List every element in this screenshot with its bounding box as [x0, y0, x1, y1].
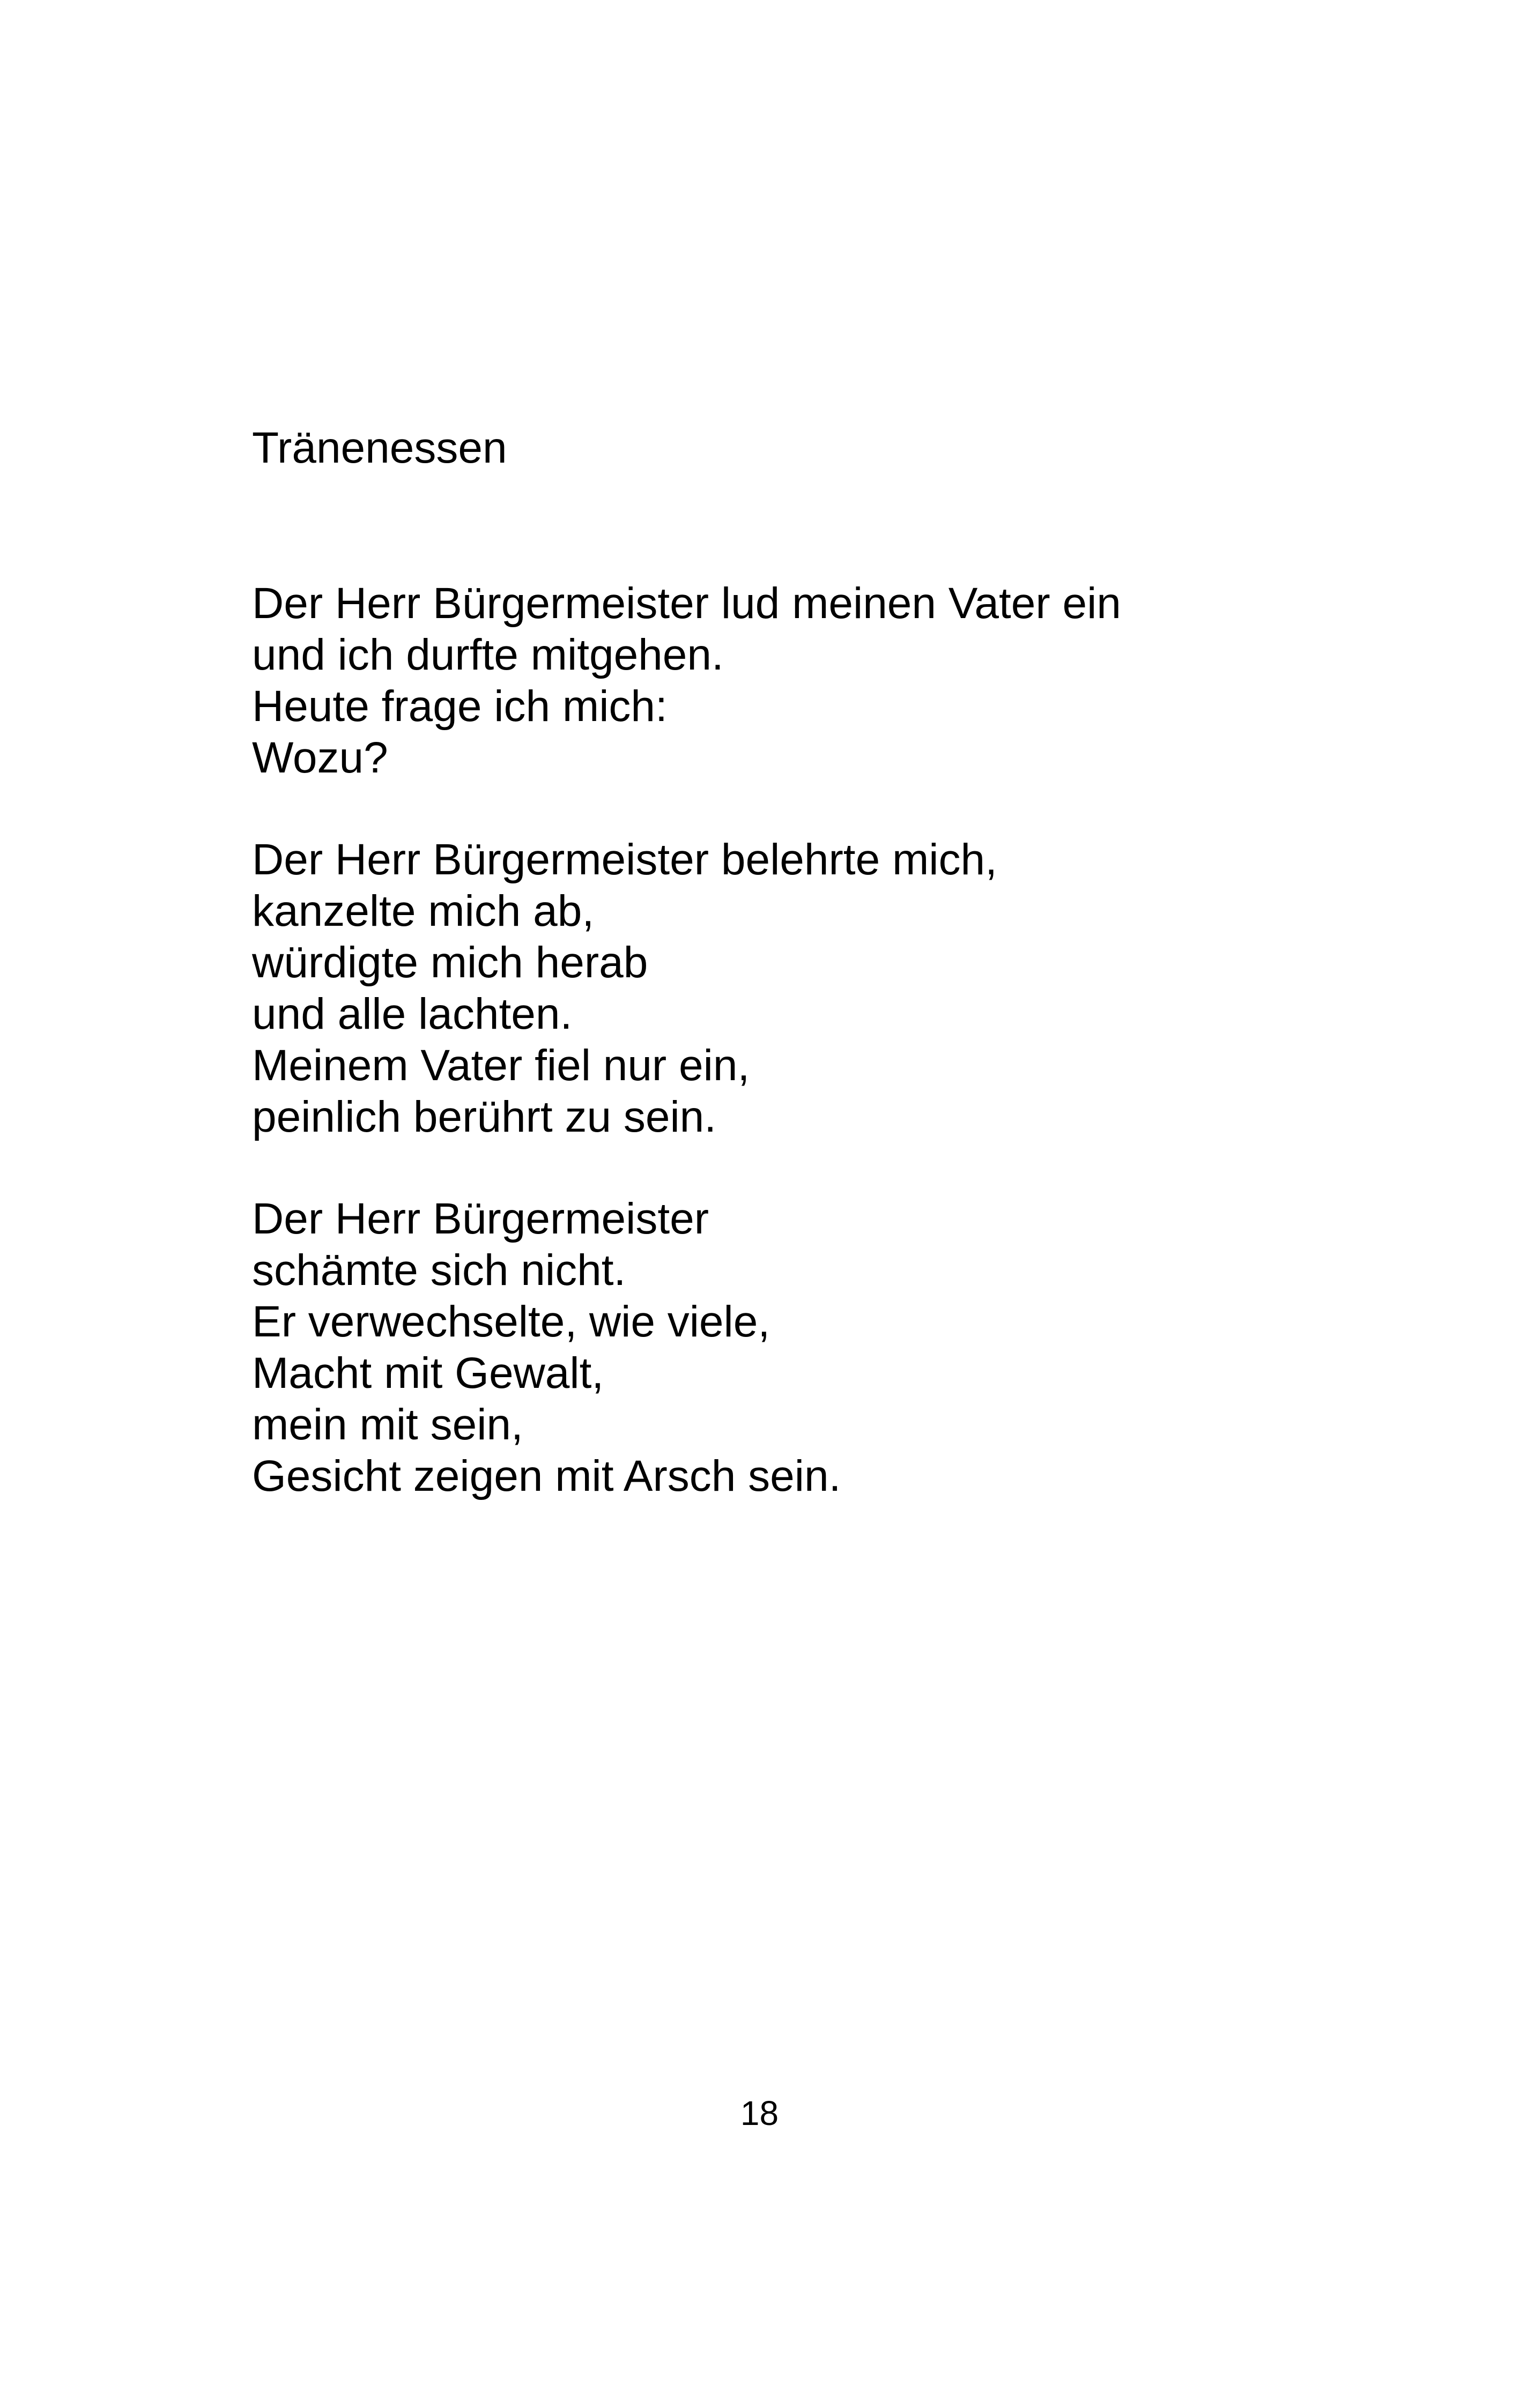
page-number: 18 [740, 2094, 779, 2132]
poem-line: Der Herr Bürgermeister [252, 1194, 709, 1243]
poem-line: peinlich berührt zu sein. [252, 1092, 717, 1141]
poem-line: Heute frage ich mich: [252, 682, 668, 731]
poem-line: Der Herr Bürgermeister lud meinen Vater ein [252, 579, 1121, 628]
poem-line: schämte sich nicht. [252, 1246, 626, 1295]
stanza-3 [252, 1193, 841, 1502]
stanza-1 [252, 578, 1121, 784]
poem-line: Macht mit Gewalt, [252, 1349, 604, 1398]
poem-line: Wozu? [252, 733, 388, 782]
poem-line: und alle lachten. [252, 990, 573, 1038]
poem-line: Er verwechselte, wie viele, [252, 1297, 770, 1346]
poem-line: Meinem Vater fiel nur ein, [252, 1041, 750, 1090]
stanza-2 [252, 834, 997, 1143]
poem-line: kanzelte mich ab, [252, 887, 595, 935]
poem-line: Gesicht zeigen mit Arsch sein. [252, 1452, 841, 1500]
poem-line: würdigte mich herab [252, 938, 648, 987]
poem-title: Tränenessen [252, 423, 507, 472]
poem-line: Der Herr Bürgermeister belehrte mich, [252, 835, 997, 884]
poem-line: mein mit sein, [252, 1400, 523, 1449]
poem-line: und ich durfte mitgehen. [252, 630, 724, 679]
